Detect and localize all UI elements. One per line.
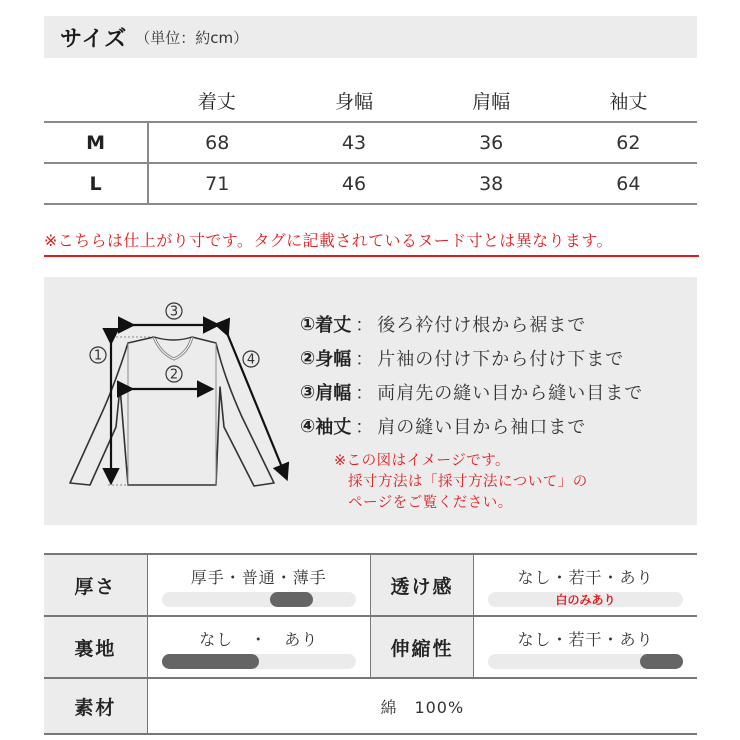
corner-cell <box>44 80 148 122</box>
svg-text:3: 3 <box>169 304 179 320</box>
size-table-header <box>44 80 697 122</box>
table-row <box>44 163 697 204</box>
thickness-scale <box>147 554 370 616</box>
diagram-note <box>334 451 588 514</box>
diagram-note-line: 採寸方法は「採寸方法について」の <box>348 474 588 490</box>
legend-desc: 両肩先の縫い目から縫い目まで <box>377 383 644 404</box>
cell-width: 43 <box>285 122 422 163</box>
table-row <box>44 678 697 734</box>
col-header-shoulder: 肩幅 <box>472 91 511 113</box>
lining-indicator <box>162 654 259 669</box>
cell-width: 46 <box>285 163 422 204</box>
col-header-width: 身幅 <box>334 91 373 113</box>
legend-desc: 後ろ衿付け根から裾まで <box>377 315 587 336</box>
size-header-bar <box>44 16 697 58</box>
cell-sleeve: 64 <box>560 163 697 204</box>
legend-term: 袖丈 <box>315 417 352 438</box>
size-table <box>44 80 697 205</box>
lining-scale <box>147 616 370 678</box>
circled-number: ③ <box>300 381 316 403</box>
thickness-label: 厚さ <box>44 554 147 616</box>
size-title: サイズ <box>60 26 128 52</box>
table-row <box>44 122 697 163</box>
legend-item-shoulder: ③ 肩幅 ： 両肩先の縫い目から縫い目まで <box>300 375 643 409</box>
stretch-options: なし・若干・あり <box>517 630 654 649</box>
legend-term: 身幅 <box>315 349 352 370</box>
circled-number: ② <box>300 347 316 369</box>
cell-shoulder: 38 <box>423 163 560 204</box>
legend-term: 肩幅 <box>315 383 352 404</box>
legend-item-sleeve: ④ 袖丈 ： 肩の縫い目から袖口まで <box>300 409 643 443</box>
svg-text:2: 2 <box>169 367 179 383</box>
diagram-note-line: ページをご覧ください。 <box>348 495 513 511</box>
material-label: 素材 <box>44 678 147 734</box>
transparency-annotation: 白のみあり <box>555 593 616 607</box>
table-row <box>44 616 697 678</box>
stretch-scale <box>474 616 697 678</box>
transparency-label: 透け感 <box>370 554 473 616</box>
legend-term: 着丈 <box>315 315 352 336</box>
cell-shoulder: 36 <box>423 122 560 163</box>
unit-label: （単位：約cm） <box>135 28 249 47</box>
svg-text:4: 4 <box>246 352 256 368</box>
circled-number: ④ <box>300 415 316 437</box>
circled-number: ① <box>300 313 316 335</box>
cell-length: 68 <box>148 122 285 163</box>
thickness-options: 厚手・普通・薄手 <box>190 568 327 587</box>
cell-sleeve: 62 <box>560 122 697 163</box>
fabric-properties-table <box>44 553 697 735</box>
shirt-diagram-icon <box>64 297 294 507</box>
size-label: M <box>44 122 148 163</box>
table-row <box>44 554 697 616</box>
transparency-bar <box>488 592 683 607</box>
col-header-sleeve: 袖丈 <box>609 91 648 113</box>
diagram-note-line: ※この図はイメージです。 <box>334 453 511 469</box>
transparency-scale <box>474 554 697 616</box>
lining-label: 裏地 <box>44 616 147 678</box>
legend-item-length: ① 着丈 ： 後ろ衿付け根から裾まで <box>300 307 643 341</box>
measurement-legend <box>300 307 643 443</box>
stretch-indicator <box>640 654 683 669</box>
thickness-indicator <box>270 592 313 607</box>
svg-text:1: 1 <box>93 348 103 364</box>
col-header-length: 着丈 <box>197 91 236 113</box>
stretch-bar <box>488 654 683 669</box>
legend-desc: 片袖の付け下から付け下まで <box>377 349 625 370</box>
thickness-bar <box>162 592 356 607</box>
legend-desc: 肩の縫い目から袖口まで <box>377 417 587 438</box>
measurement-diagram-panel <box>44 277 697 525</box>
lining-bar <box>162 654 356 669</box>
cell-length: 71 <box>148 163 285 204</box>
finished-size-notice: ※こちらは仕上がり寸です。タグに記載されているヌード寸とは異なります。 <box>44 228 699 257</box>
transparency-options: なし・若干・あり <box>517 568 654 587</box>
size-label: L <box>44 163 148 204</box>
stretch-label: 伸縮性 <box>370 616 473 678</box>
lining-options: なし ・ あり <box>199 630 319 649</box>
material-value: 綿 100% <box>147 678 697 734</box>
legend-item-width: ② 身幅 ： 片袖の付け下から付け下まで <box>300 341 643 375</box>
